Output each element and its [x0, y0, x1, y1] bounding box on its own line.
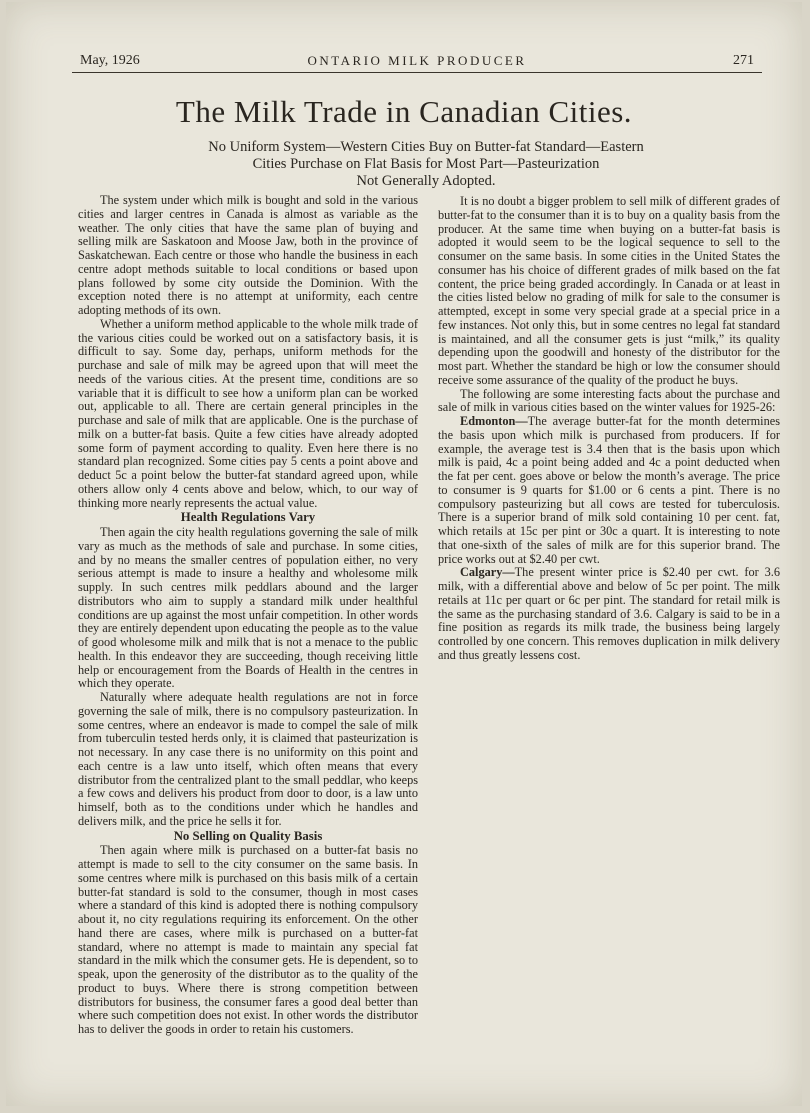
- subtitle-line: Not Generally Adopted.: [356, 173, 496, 189]
- running-head: [72, 50, 762, 73]
- city-entry-edmonton: [438, 415, 780, 566]
- journal-name: ONTARIO MILK PRODUCER: [307, 53, 527, 68]
- body-paragraph: Whether a uniform method applicable to the whole milk trade of the various cities could be worked out on a satisfactory basis, it is difficult to say. Some day, perhaps, uniform methods for the purchase and sale of milk may be agreed upon that will meet the needs of the various cities. At the present time, conditions are so variable that it is difficult to see how a uniform plan can be worked out, applicable to all. There are certain general principles in the purchase and sale of milk that are applicable. One is the purchase of milk on a butter-fat basis. Quite a few cities have already adopted some form of payment according to quality. Even here there is no standard plan recognized. Some cities pay 5 cents a point above and deduct 5c a point below the butter-fat standard agreed upon, while others allow only 4 cents above and below, which, to our way of thinking more nearly represents the actual value.: [78, 316, 418, 510]
- body-paragraph: The system under which milk is bought and sold in the various cities and larger centres in Canada is almost as variable as the weather. The only cities that have the same plan of buying and selling milk are Saskatoon and Moose Jaw, both in the province of Saskatchewan. Each centre or those who handle the business in each centre adopt methods suitable to local conditions or based upon plans followed by some city outside the Dominion. With the exception noted there is no attempt at uniformity, each centre adopting methods of its own.: [78, 193, 418, 317]
- section-heading-quality: No Selling on Quality Basis: [173, 828, 323, 843]
- section-heading-health: Health Regulations Vary: [180, 510, 316, 525]
- left-column: [78, 194, 418, 1037]
- page-number: 271: [733, 53, 754, 68]
- right-column: [438, 195, 780, 663]
- magazine-page: [6, 2, 802, 1106]
- body-paragraph: It is no doubt a bigger problem to sell milk of different grades of butter-fat to the consumer than it is to buy on a quality basis from the producer. At the same time when buying on a butter-fat basis is adopted it would seem to be the logical sequence to sell to the consumer on the same basis. In some cities in the United States the consumer has his choice of different grades of milk based on the fat content, the price being graded accordingly. In Canada or at least in the cities listed below no grading of milk for sale to the consumer is attempted, except in some very special grade at a special price in a few instances. Not only this, but in some centres no legal fat standard is maintained, and all the consumer gets is just “milk,” its quality depending upon the goodwill and honesty of the distributor for the most part. Whether the standard be high or low the consumer should receive some assurance of the quality of the product he buys.: [438, 194, 780, 387]
- city-name-calgary: Calgary—: [460, 565, 515, 580]
- body-paragraph: The following are some interesting facts about the purchase and sale of milk in various cities based on the winter values for 1925-26:: [438, 386, 780, 415]
- body-paragraph: Then again where milk is purchased on a butter-fat basis no attempt is made to sell to the city consumer on the same basis. In some centres where milk is purchased on this basis milk of a certain butter-fat standard is sold to the consumer, though in most cases where a standard of this kind is adopted there is nothing compulsory about it, no city regulations requiring its enforcement. On the other hand there are cases, where milk is purchased on a butter-fat standard, where no attempt is made to maintain any special fat standard in the milk which the consumer gets. He is dependent, so to speak, upon the generosity of the distributor as to the quality of the product to buys. Where there is strong competition between distributors for business, the consumer fares a good deal better than where such competition does not exist. In other words the distributor has to deliver the goods in order to retain his customers.: [78, 843, 418, 1036]
- body-paragraph: Then again the city health regulations governing the sale of milk vary as much as the methods of sale and purchase. In some cities, and by no means the smaller centres of population either, no very serious attempt is made to insure a healthy and wholesome milk supply. In such centres milk peddlars abound and the larger distributors who aim to supply a standard milk under healthful conditions are up against the most unfair competition. In other words they are entirely dependent upon educating the people as to the value of good wholesome milk and milk that is not a menace to the public health. In this endeavor they are succeeding, though receiving little help or encouragement from the Boards of Health in the centres in which they operate.: [78, 525, 418, 691]
- city-entry-calgary: [438, 566, 780, 662]
- city-text-edmonton: The average butter-fat for the month determines the basis upon which milk is purchased from producers. If for example, the average test is 3.4 then that is the basis upon which milk is paid, 4c a point being added and 4c a point deducted when the fat per cent. goes above or below the month’s average. The price to consumer is 9 quarts for $1.00 or 6 cents a pint. There is no compulsory pasteurizing but all cows are tested for tuberculosis. There is a superior brand of milk sold containing 10 per cent. fat, which retails at 15c per pint or 30c a quart. It is interesting to note that one-sixth of the sales of milk are for this superior brand. The price works out at $2.40 per cwt.: [438, 414, 780, 566]
- article-subtitle: [156, 139, 696, 190]
- city-name-edmonton: Edmonton—: [460, 414, 528, 428]
- subtitle-line: No Uniform System—Western Cities Buy on Butter-fat Standard—Eastern: [208, 139, 644, 155]
- article-title: The Milk Trade in Canadian Cities.: [175, 94, 633, 129]
- city-text-calgary: The present winter price is $2.40 per cwt. for 3.6 milk, with a differential above and below of 5c per point. The milk retails at 11c per quart or 6c per pint. The standard for retail milk is the same as the purchasing standard of 3.6. Calgary is said to be in a fine position as regards its milk trade, the business being largely controlled by one concern. This removes duplication in milk delivery and thus greatly lessens cost.: [438, 565, 780, 662]
- issue-date: May, 1926: [80, 53, 140, 68]
- subtitle-line: Cities Purchase on Flat Basis for Most Part—Pasteurization: [252, 156, 600, 172]
- body-paragraph: Naturally where adequate health regulations are not in force governing the sale of milk, there is no compulsory pasteurization. In some centres, where an endeavor is made to compel the sale of milk from tuberculin tested herds only, it is claimed that pasteurization is not necessary. In any case there is no uniformity on this point and each centre is a law unto itself, which often means that every distributor from the centralized plant to the small peddlar, who keeps a few cows and delivers his product from door to door, is a law unto himself, both as to the conditions under which he handles and delivers milk, and the price he sells it for.: [78, 690, 418, 828]
